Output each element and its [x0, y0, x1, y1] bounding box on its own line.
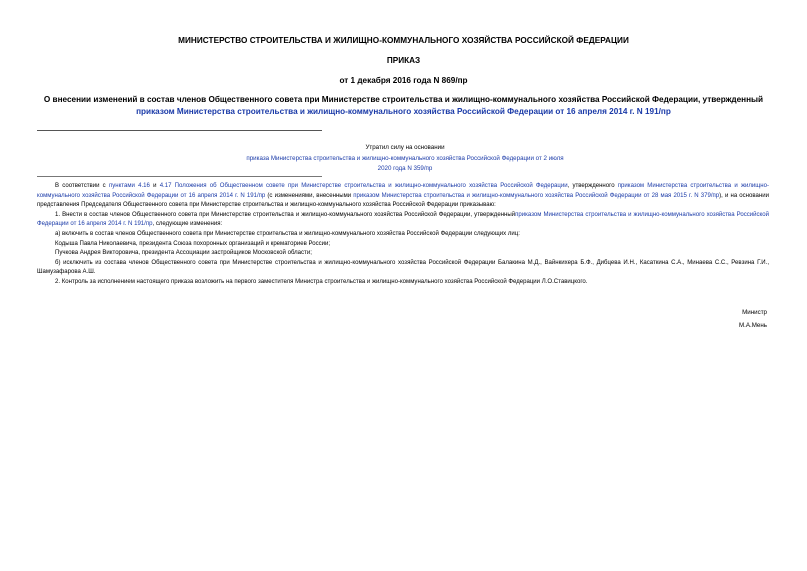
- added-member-1: Кодыша Павла Николаевича, президента Союза похоронных организаций и крематориев России;: [55, 240, 331, 247]
- item-1-order-link[interactable]: приказом Министерства строительства и жилищно-коммунального хозяйства Российской Федерации от 16 апреля 2014 г. N 191/пр: [37, 211, 769, 228]
- lost-force-label: Утратил силу на основании: [365, 144, 445, 151]
- item-1a-paragraph: а) включить в состав членов Общественного совета при Министерстве строительства и жилищно-коммунального хозяйства Российской Федерации следующих лиц:: [55, 230, 520, 237]
- title-order-link[interactable]: приказом Министерства строительства и жилищно-коммунального хозяйства Российской Федерации от 16 апреля 2014 г. N 191/пр: [136, 106, 671, 116]
- item-1-text: 1. Внести в состав членов Общественного совета при Министерстве строительства и жилищно-коммунального хозяйства Российской Федерации, утвержденный: [55, 211, 516, 218]
- preamble-text: ), и на основании представления Председателя Общественного совета при Министерстве строительства и жилищно-коммунального хозяйства Российской Федерации приказываю:: [37, 192, 769, 209]
- order-191-link[interactable]: приказом Министерства строительства и жилищно-коммунального хозяйства Российской Федерации от 16 апреля 2014 г. N 191/пр: [37, 183, 769, 199]
- document-date-number: от 1 декабря 2016 года N 869/пр: [339, 76, 468, 85]
- order-379-link[interactable]: приказом Министерства строительства и жилищно-коммунального хозяйства Российской Федерации от 28 мая 2015 г. N 379/пр: [353, 192, 720, 199]
- item-1-text: , следующие изменения:: [152, 221, 223, 228]
- clause-4-16-link[interactable]: пунктами 4.16: [108, 183, 150, 189]
- item-1b-paragraph: б) исключить из состава членов Общественного совета при Министерстве строительства и жилищно-коммунального хозяйства Российской Федерации Балакина М.Д., Вайнкихера Б.Ф., Дибцева И.Н., Касаткина С.А., Минаева С.С., Ревзина Г.И., Шамузафарова А.Ш.: [37, 259, 769, 276]
- preamble-paragraph: [37, 182, 769, 211]
- title-text: О внесении изменений в состав членов Общественного совета при Министерстве строительства и жилищно-коммунального хозяйства Российской Федерации, утвержденный: [43, 95, 764, 104]
- signature-block: [739, 307, 767, 332]
- lost-force-order-link[interactable]: приказа Министерства строительства и жилищно-коммунального хозяйства Российской Федерации от 2 июля 2020 года N 359/пр: [246, 154, 564, 173]
- note-divider: [37, 176, 322, 177]
- item-1-paragraph: [37, 211, 769, 230]
- preamble-text: и: [149, 183, 160, 189]
- signature-position: Министр: [742, 309, 767, 316]
- clause-4-17-regulation-link[interactable]: 4.17 Положения об Общественном совете при Министерстве строительства и жилищно-коммунального хозяйства Российской Федерации: [159, 183, 568, 189]
- signature-name: М.А.Мень: [738, 321, 767, 329]
- preamble-text: (с изменениями, внесенными: [265, 192, 354, 199]
- item-2-paragraph: 2. Контроль за исполнением настоящего приказа возложить на первого заместителя Министра строительства и жилищно-коммунального хозяйства Российской Федерации Л.О.Ставицкого.: [55, 278, 588, 285]
- document-title: [36, 94, 771, 117]
- title-divider: [37, 130, 322, 131]
- added-member-2: Пучкова Андрея Викторовича, президента Ассоциации застройщиков Московской области;: [55, 250, 312, 257]
- document-type: ПРИКАЗ: [386, 56, 421, 65]
- lost-force-note: [240, 143, 570, 175]
- ministry-name: МИНИСТЕРСТВО СТРОИТЕЛЬСТВА И ЖИЛИЩНО-КОММУНАЛЬНОГО ХОЗЯЙСТВА РОССИЙСКОЙ ФЕДЕРАЦИИ: [178, 36, 629, 45]
- preamble-text: , утвержденного: [567, 183, 618, 189]
- document-body: [37, 182, 769, 288]
- preamble-text: В соответствии с: [55, 183, 109, 189]
